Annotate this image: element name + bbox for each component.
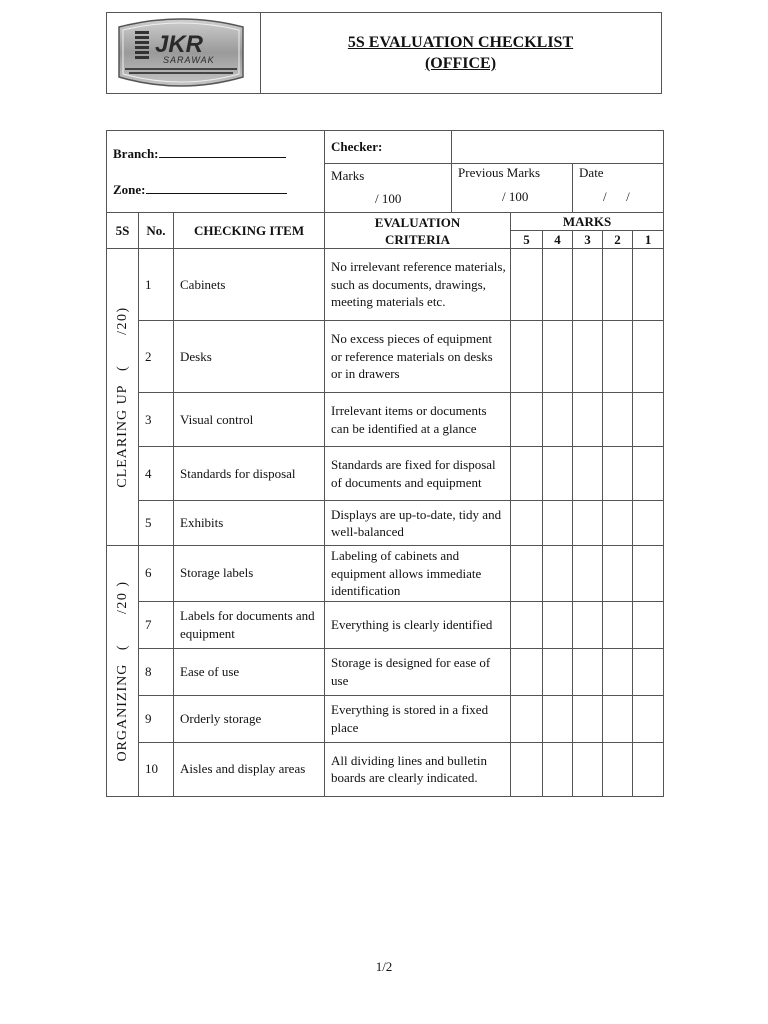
score-2-cell[interactable]: [603, 601, 633, 648]
jkr-sarawak-logo: [107, 13, 260, 93]
score-4-cell[interactable]: [543, 648, 573, 695]
score-4-cell[interactable]: [543, 249, 573, 321]
evaluation-criteria: Labeling of cabinets and equipment allows immediate identification: [325, 546, 511, 602]
score-2-cell[interactable]: [603, 393, 633, 447]
checker-label-cell: [325, 131, 452, 164]
score-2-header: 2: [603, 231, 633, 249]
score-1-cell[interactable]: [633, 501, 664, 546]
score-1-cell[interactable]: [633, 546, 664, 602]
score-2-cell[interactable]: [603, 742, 633, 796]
logo-cell: [107, 13, 261, 93]
checking-item: Orderly storage: [174, 695, 325, 742]
date-value: / /: [603, 189, 630, 204]
row-number: 1: [139, 249, 174, 321]
score-2-cell[interactable]: [603, 249, 633, 321]
document-header: [106, 12, 662, 94]
score-2-cell[interactable]: [603, 546, 633, 602]
table-row: [107, 695, 664, 742]
score-1-cell[interactable]: [633, 447, 664, 501]
criteria-header-line2: CRITERIA: [385, 231, 451, 247]
row-number: 10: [139, 742, 174, 796]
score-3-cell[interactable]: [573, 501, 603, 546]
checker-field[interactable]: [452, 131, 664, 164]
score-3-cell[interactable]: [573, 249, 603, 321]
score-4-header: 4: [543, 231, 573, 249]
previous-marks-cell: [452, 164, 573, 213]
table-row: [107, 648, 664, 695]
score-3-cell[interactable]: [573, 546, 603, 602]
score-1-cell[interactable]: [633, 601, 664, 648]
criteria-header-line1: EVALUATION: [374, 214, 461, 230]
row-number: 3: [139, 393, 174, 447]
checking-item: Cabinets: [174, 249, 325, 321]
section-label-organizing: ORGANIZING ( /20 ): [114, 580, 130, 762]
table-row: [107, 321, 664, 393]
score-1-cell[interactable]: [633, 321, 664, 393]
score-2-cell[interactable]: [603, 501, 633, 546]
score-2-cell[interactable]: [603, 447, 633, 501]
score-3-cell[interactable]: [573, 321, 603, 393]
score-5-cell[interactable]: [511, 695, 543, 742]
score-3-cell[interactable]: [573, 601, 603, 648]
score-4-cell[interactable]: [543, 321, 573, 393]
marks-cell: [325, 164, 452, 213]
row-number: 4: [139, 447, 174, 501]
section-label-clearing-up: CLEARING UP ( /20): [114, 306, 130, 488]
row-number: 8: [139, 648, 174, 695]
score-2-cell[interactable]: [603, 695, 633, 742]
checker-label: Checker:: [331, 139, 383, 154]
evaluation-criteria: No excess pieces of equipment or reference materials on desks or in drawers: [325, 321, 511, 393]
score-5-cell[interactable]: [511, 546, 543, 602]
evaluation-criteria: Storage is designed for ease of use: [325, 648, 511, 695]
score-1-cell[interactable]: [633, 249, 664, 321]
row-number: 5: [139, 501, 174, 546]
previous-marks-value: / 100: [502, 189, 529, 204]
evaluation-criteria: Standards are fixed for disposal of documents and equipment: [325, 447, 511, 501]
document-title: 5S EVALUATION CHECKLIST: [347, 34, 574, 51]
score-3-cell[interactable]: [573, 695, 603, 742]
section-score-organizing: ( /20 ): [114, 580, 130, 650]
table-row: [107, 546, 664, 602]
table-row: [107, 447, 664, 501]
col-no-header: No.: [139, 213, 174, 249]
marks-value: / 100: [375, 191, 402, 206]
score-5-cell[interactable]: [511, 321, 543, 393]
score-5-cell[interactable]: [511, 601, 543, 648]
evaluation-criteria: No irrelevant reference materials, such as documents, drawings, meeting materials etc.: [325, 249, 511, 321]
score-4-cell[interactable]: [543, 447, 573, 501]
score-4-cell[interactable]: [543, 501, 573, 546]
score-1-cell[interactable]: [633, 648, 664, 695]
logo-sub-text: SARAWAK: [163, 55, 215, 65]
row-number: 7: [139, 601, 174, 648]
branch-zone-cell: [107, 131, 325, 213]
date-label: Date: [579, 165, 604, 180]
table-row: [107, 393, 664, 447]
section-organizing: [107, 546, 139, 797]
score-1-cell[interactable]: [633, 742, 664, 796]
checking-item: Storage labels: [174, 546, 325, 602]
evaluation-criteria: Everything is clearly identified: [325, 601, 511, 648]
col-criteria-header: [325, 213, 511, 249]
col-marks-header: MARKS: [511, 213, 664, 231]
table-row: [107, 742, 664, 796]
checking-item: Exhibits: [174, 501, 325, 546]
marks-label: Marks: [331, 168, 365, 183]
score-1-header: 1: [633, 231, 664, 249]
zone-field[interactable]: [146, 181, 287, 194]
score-3-cell[interactable]: [573, 393, 603, 447]
section-clearing-up: [107, 249, 139, 546]
score-4-cell[interactable]: [543, 601, 573, 648]
score-4-cell[interactable]: [543, 393, 573, 447]
title-cell: [260, 13, 661, 93]
score-5-cell[interactable]: [511, 501, 543, 546]
score-4-cell[interactable]: [543, 546, 573, 602]
checking-item: Standards for disposal: [174, 447, 325, 501]
table-row: [107, 601, 664, 648]
score-3-cell[interactable]: [573, 447, 603, 501]
score-1-cell[interactable]: [633, 695, 664, 742]
branch-field[interactable]: [159, 145, 286, 158]
score-5-cell[interactable]: [511, 393, 543, 447]
col-item-header: CHECKING ITEM: [174, 213, 325, 249]
checklist-table: [106, 130, 664, 797]
score-3-header: 3: [573, 231, 603, 249]
col-5s-header: 5S: [107, 213, 139, 249]
zone-label: Zone:: [113, 181, 146, 197]
score-4-cell[interactable]: [543, 695, 573, 742]
score-5-header: 5: [511, 231, 543, 249]
document-subtitle: (OFFICE): [424, 55, 497, 72]
checking-item: Desks: [174, 321, 325, 393]
score-5-cell[interactable]: [511, 447, 543, 501]
checking-item: Visual control: [174, 393, 325, 447]
date-cell: [573, 164, 664, 213]
score-2-cell[interactable]: [603, 321, 633, 393]
row-number: 6: [139, 546, 174, 602]
table-row: [107, 501, 664, 546]
table-row: [107, 249, 664, 321]
checking-item: Aisles and display areas: [174, 742, 325, 796]
section-score-clearing-up: ( /20): [114, 306, 130, 372]
score-4-cell[interactable]: [543, 742, 573, 796]
evaluation-criteria: All dividing lines and bulletin boards are clearly indicated.: [325, 742, 511, 796]
evaluation-criteria: Everything is stored in a fixed place: [325, 695, 511, 742]
row-number: 9: [139, 695, 174, 742]
previous-marks-label: Previous Marks: [458, 165, 540, 180]
checking-item: Ease of use: [174, 648, 325, 695]
page-number: 1/2: [375, 959, 393, 974]
logo-brand-text: JKR: [155, 31, 204, 58]
evaluation-criteria: Displays are up-to-date, tidy and well-balanced: [325, 501, 511, 546]
evaluation-criteria: Irrelevant items or documents can be identified at a glance: [325, 393, 511, 447]
score-2-cell[interactable]: [603, 648, 633, 695]
score-5-cell[interactable]: [511, 742, 543, 796]
score-3-cell[interactable]: [573, 742, 603, 796]
score-5-cell[interactable]: [511, 249, 543, 321]
checking-item: Labels for documents and equipment: [174, 601, 325, 648]
score-3-cell[interactable]: [573, 648, 603, 695]
score-1-cell[interactable]: [633, 393, 664, 447]
score-5-cell[interactable]: [511, 648, 543, 695]
row-number: 2: [139, 321, 174, 393]
branch-label: Branch:: [113, 145, 159, 161]
